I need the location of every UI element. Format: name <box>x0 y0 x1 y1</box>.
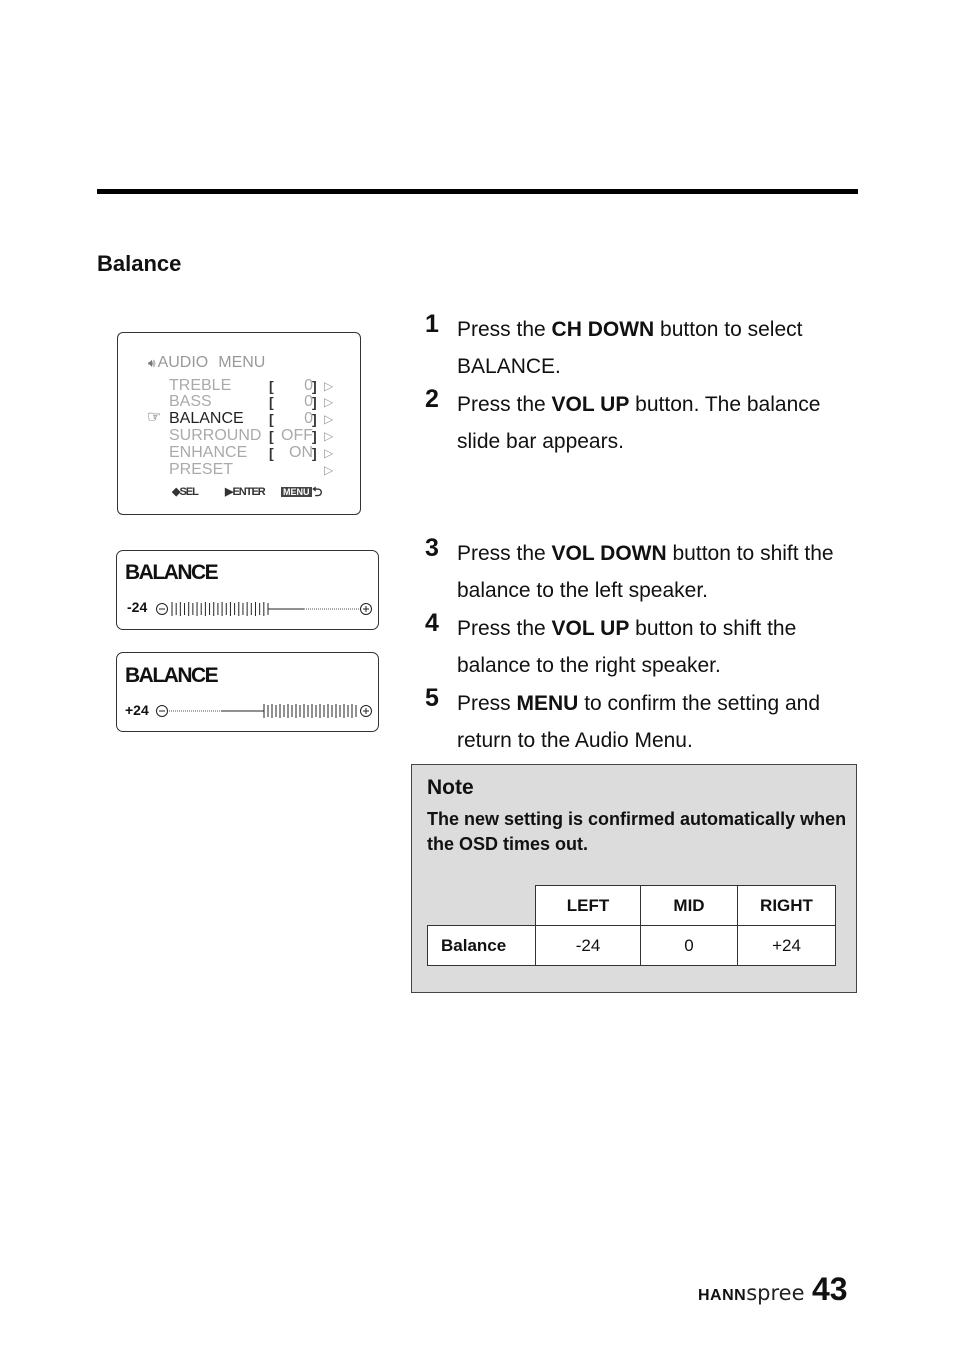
bracket-right: ] <box>312 394 317 410</box>
bracket-left: [ <box>269 378 274 394</box>
arrow-right-icon: ▷ <box>324 446 334 460</box>
osd-audio-menu <box>117 332 361 515</box>
table-cell: -24 <box>536 926 641 966</box>
osd-row-bass: BASS [ 0 ] ▷ <box>169 393 334 410</box>
up-down-icon: ◆ <box>172 486 180 498</box>
note-title: Note <box>427 776 474 799</box>
balance-title: BALANCE <box>125 561 218 584</box>
bracket-left: [ <box>269 394 274 410</box>
balance-bar <box>117 653 380 733</box>
osd-footer-enter: ▶ENTER <box>225 486 265 498</box>
balance-value: +24 <box>125 702 149 718</box>
note-text: The new setting is confirmed automatically when the OSD times out. <box>427 809 847 854</box>
osd-row-balance: ☞ BALANCE [ 0 ] ▷ <box>147 409 334 427</box>
arrow-right-icon: ▷ <box>324 395 334 409</box>
osd-row-surround: SURROUND [ OFF ] ▷ <box>169 427 334 444</box>
balance-slider-left <box>116 550 379 630</box>
table-header-row <box>428 886 836 926</box>
bracket-right: ] <box>312 445 317 461</box>
table-row-label: Balance <box>428 926 536 966</box>
balance-title: BALANCE <box>125 664 218 687</box>
play-icon: ▶ <box>225 486 233 498</box>
arrow-right-icon: ▷ <box>324 379 334 393</box>
brand-logo: HANNspree <box>698 1281 805 1305</box>
page-number: 43 <box>812 1271 848 1307</box>
bracket-left: [ <box>269 411 274 427</box>
bracket-left: [ <box>269 445 274 461</box>
bracket-right: ] <box>312 378 317 394</box>
arrow-right-icon: ▷ <box>324 463 334 477</box>
table-cell: 0 <box>641 926 738 966</box>
table-header-left: LEFT <box>536 886 641 926</box>
speaker-icon: 🔊︎ <box>148 356 156 370</box>
osd-row-enhance: ENHANCE [ ON ] ▷ <box>169 444 334 461</box>
balance-value: -24 <box>127 599 148 615</box>
table-header-mid: MID <box>641 886 738 926</box>
section-title: Balance <box>97 251 182 276</box>
bracket-left: [ <box>269 428 274 444</box>
balance-slider-right <box>116 652 379 732</box>
osd-footer-sel: ◆SEL <box>172 486 198 498</box>
balance-table <box>427 885 836 966</box>
osd-row-preset: PRESET ▷ <box>169 461 334 478</box>
table-header-right: RIGHT <box>738 886 836 926</box>
table-cell: +24 <box>738 926 836 966</box>
header-rule <box>97 189 858 194</box>
return-icon: ⮌ <box>312 484 322 499</box>
osd-title: 🔊︎ AUDIO MENU <box>148 354 266 371</box>
bracket-right: ] <box>312 411 317 427</box>
bracket-right: ] <box>312 428 317 444</box>
osd-footer-menu: MENU <box>283 487 310 497</box>
pointing-hand-icon: ☞ <box>147 409 162 426</box>
balance-bar <box>117 551 380 631</box>
osd-row-treble: TREBLE [ 0 ] ▷ <box>169 377 334 394</box>
arrow-right-icon: ▷ <box>324 412 334 426</box>
table-row <box>428 926 836 966</box>
note-box <box>411 764 857 993</box>
arrow-right-icon: ▷ <box>324 429 334 443</box>
